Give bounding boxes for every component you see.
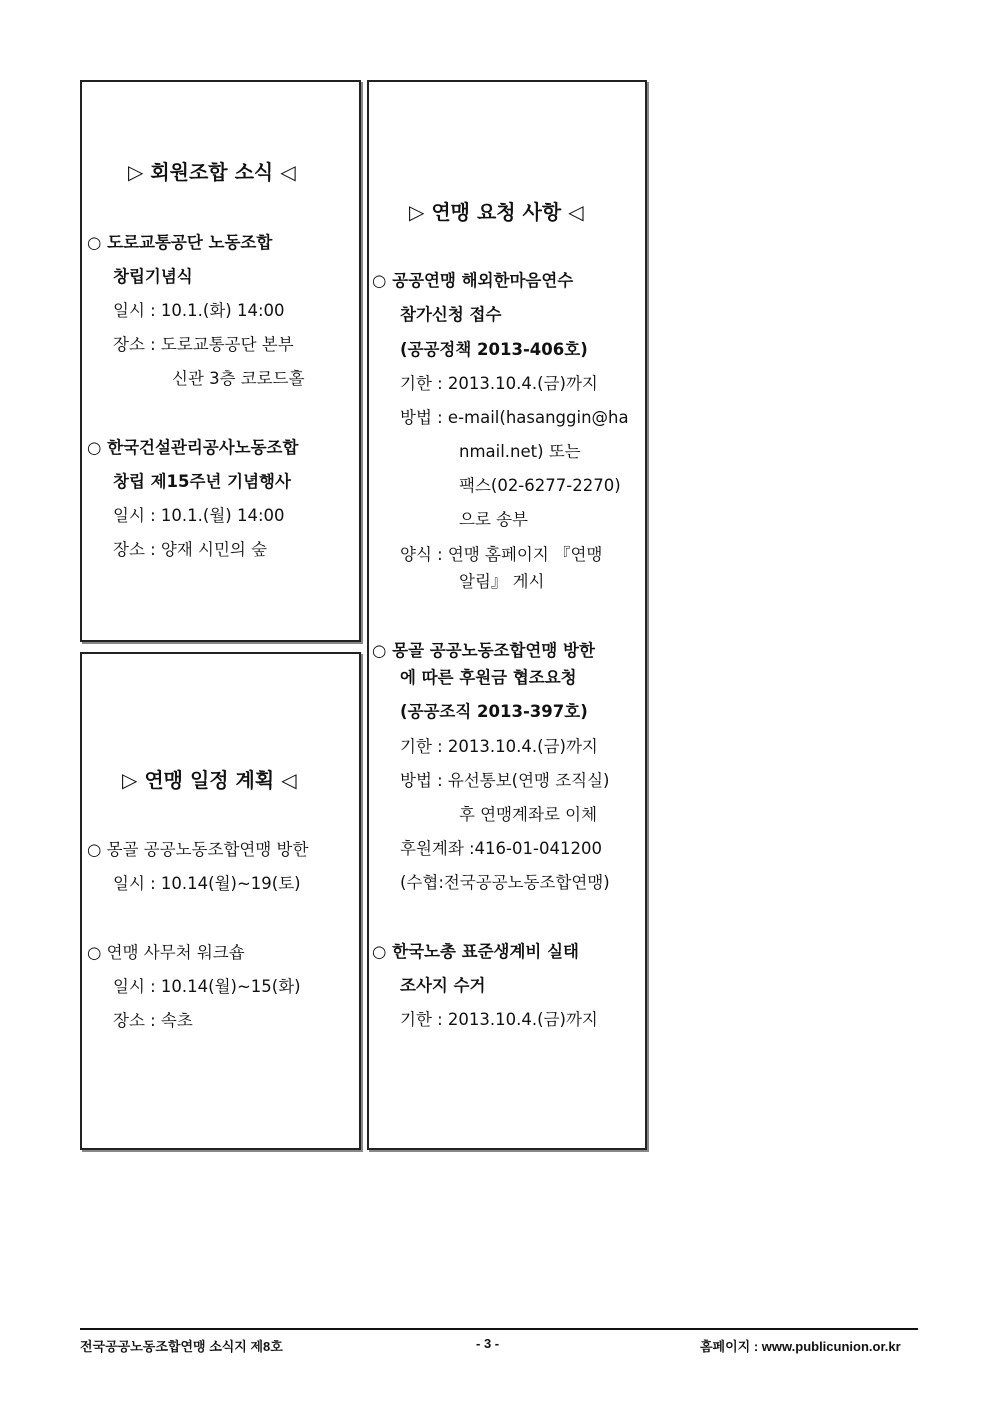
request-item-2-reference: (공공조직 2013-397호) bbox=[400, 702, 588, 721]
request-item-1-method: 방법 : e-mail(hasanggin@ha bbox=[400, 408, 629, 427]
request-item-2-deadline: 기한 : 2013.10.4.(금)까지 bbox=[400, 737, 598, 756]
request-item-1-reference: (공공정책 2013-406호) bbox=[400, 340, 588, 359]
request-item-2-title-cont: 에 따른 후원금 협조요청 bbox=[400, 668, 577, 687]
news-item-2-title-cont: 창립 제15주년 기념행사 bbox=[113, 472, 291, 491]
request-item-2-bank: (수협:전국공공노동조합연맹) bbox=[400, 873, 610, 892]
request-item-1-method-cont-1: nmail.net) 또는 bbox=[459, 442, 581, 461]
footer-divider bbox=[80, 1328, 918, 1330]
schedule-item-2-date: 일시 : 10.14(월)~15(화) bbox=[113, 977, 301, 996]
news-item-1-title: ○ 도로교통공단 노동조합 bbox=[87, 233, 273, 252]
news-item-2-title: ○ 한국건설관리공사노동조합 bbox=[87, 438, 299, 457]
request-item-2-method-cont: 후 연맹계좌로 이체 bbox=[459, 805, 598, 824]
schedule-item-1-date: 일시 : 10.14(월)~19(토) bbox=[113, 874, 301, 893]
request-item-2-method: 방법 : 유선통보(연맹 조직실) bbox=[400, 771, 610, 790]
request-item-1-form: 양식 : 연맹 홈페이지 『연맹 bbox=[400, 545, 603, 564]
schedule-item-2-title: ○ 연맹 사무처 워크숍 bbox=[87, 943, 245, 962]
federation-requests-title: ▷ 연맹 요청 사항 ◁ bbox=[409, 200, 584, 224]
footer-newsletter-name: 전국공공노동조합연맹 소식지 제8호 bbox=[80, 1339, 283, 1354]
request-item-1-form-cont: 알림』 게시 bbox=[459, 572, 545, 591]
news-item-2-date: 일시 : 10.1.(월) 14:00 bbox=[113, 506, 285, 525]
schedule-item-1-title: ○ 몽골 공공노동조합연맹 방한 bbox=[87, 840, 309, 859]
news-item-1-place: 장소 : 도로교통공단 본부 bbox=[113, 335, 294, 354]
request-item-1-deadline: 기한 : 2013.10.4.(금)까지 bbox=[400, 374, 598, 393]
request-item-3-title: ○ 한국노총 표준생계비 실태 bbox=[372, 942, 579, 961]
news-item-2-place: 장소 : 양재 시민의 숲 bbox=[113, 540, 268, 559]
schedule-item-2-place: 장소 : 속초 bbox=[113, 1011, 193, 1030]
footer-homepage: 홈페이지 : www.publicunion.or.kr bbox=[700, 1339, 901, 1354]
member-union-news-title: ▷ 회원조합 소식 ◁ bbox=[128, 160, 296, 184]
request-item-3-title-cont: 조사지 수거 bbox=[400, 976, 486, 995]
request-item-2-account: 후원계좌 :416-01-041200 bbox=[400, 839, 602, 858]
footer-page-number: - 3 - bbox=[476, 1336, 500, 1351]
news-item-1-date: 일시 : 10.1.(화) 14:00 bbox=[113, 301, 285, 320]
federation-schedule-box bbox=[80, 652, 361, 1150]
request-item-2-title: ○ 몽골 공공노동조합연맹 방한 bbox=[372, 641, 595, 660]
request-item-1-method-cont-2: 팩스(02-6277-2270) bbox=[459, 476, 621, 495]
request-item-3-deadline: 기한 : 2013.10.4.(금)까지 bbox=[400, 1010, 598, 1029]
news-item-1-place-cont: 신관 3층 코로드홀 bbox=[172, 369, 305, 388]
request-item-1-title: ○ 공공연맹 해외한마음연수 bbox=[372, 271, 574, 290]
request-item-1-method-cont-3: 으로 송부 bbox=[459, 510, 529, 529]
request-item-1-title-cont: 참가신청 접수 bbox=[400, 305, 502, 324]
news-item-1-title-cont: 창립기념식 bbox=[113, 267, 193, 286]
federation-schedule-title: ▷ 연맹 일정 계획 ◁ bbox=[122, 768, 297, 792]
